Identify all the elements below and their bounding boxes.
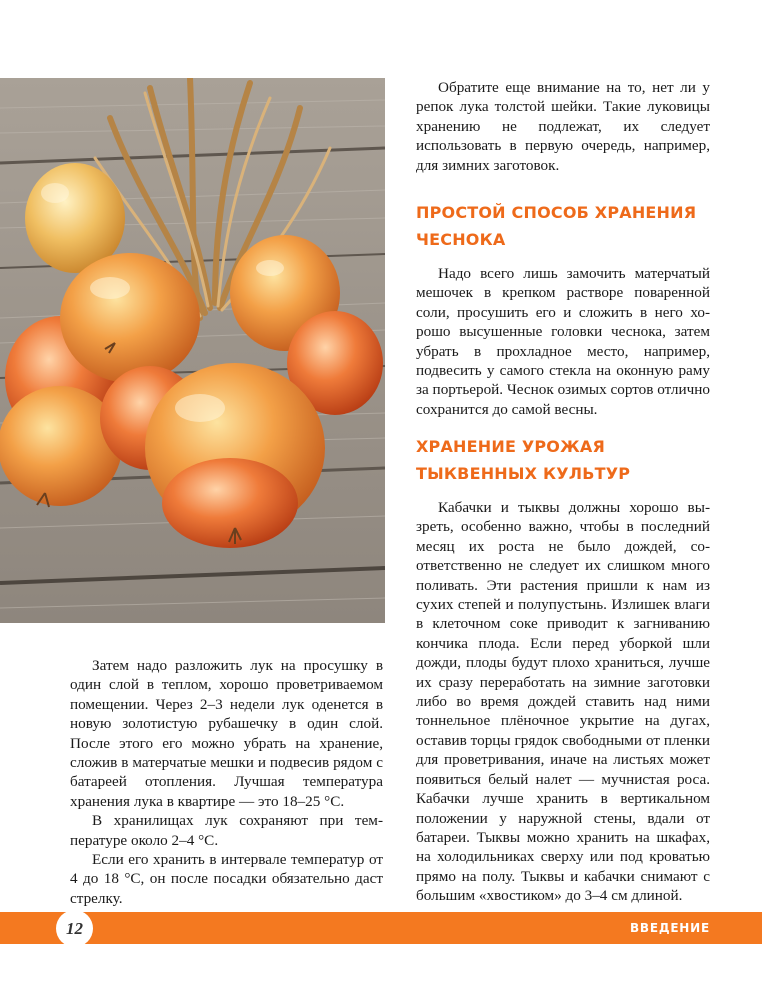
left-paragraph-3: Если его хранить в интервале температур от 4 до 18 °С, он после посадки обязательно даст стрелку. [70,851,383,907]
section-heading-pumpkin: ХРАНЕНИЕ УРОЖАЯ ТЫКВЕННЫХ КУЛЬТУР [416,437,631,483]
page-number: 12 [56,910,93,947]
onion-bunch-photo [0,78,385,623]
section-label: ВВЕДЕНИЕ [629,921,710,935]
right-paragraph-3: Кабачки и тыквы должны хорошо вызреть, особенно важно, чтобы в последний месяц их роста не было дождей, соответственно не следует их слишком много поливать. Эти растения пришли к нам из сухих степей и полупустынь. Излишек влаги в клеточном соке приводит к загниванию кончика плода. Если перед уборкой шли дожди, плоды будут плохо храниться, лучше их сразу переработать на зимние заготовки либо во время дождей ставить над ними тоннельное плёночное укрытие на дугах, оставив торцы грядок свободными от пленки для проветривания, иначе на листьях может появиться белый налет — мучнистая роса. Кабачки лучше хранить в вертикальном положении у наружной стены, вдали от батареи. Тыквы можно хранить на шкафах, на холодильниках сверху или под кроватью прямо на полу. Тыквы и кабачки снимают с большим «хвостиком» до 3–4 см длиной. [416,499,710,905]
right-paragraph-2: Надо всего лишь замочить матерчатый мешочек в крепком растворе поваренной соли, просушить его и сложить в него хорошо высушенные головки чеснока, затем убрать в прохладное место, например, подвесить у самого стекла на оконную раму за портьерой. Чеснок озимых сортов отлично сохранится до самой весны. [416,265,710,418]
left-paragraph-1: Затем надо разложить лук на просушку в один слой в теплом, хорошо проветриваемом помещении. Через 2–3 недели лук оденется в новую золотистую рубашечку в один слой. После этого его можно убрать на хранение, сложив в матерчатые мешки и подвесив рядом с батареей отопления. Лучшая температура хранения лука в квартире — это 18–25 °С. [70,657,383,810]
section-heading-garlic: ПРОСТОЙ СПОСОБ ХРАНЕНИЯ ЧЕСНОКА [416,203,697,249]
right-column-garlic [416,264,710,419]
right-column-pumpkin [416,498,710,906]
left-column-text [70,656,383,908]
left-paragraph-2: В хранилищах лук сохраняют при температуре около 2–4 °С. [70,812,383,849]
right-column-intro [416,78,710,175]
right-paragraph-1: Обратите еще внимание на то, нет ли у репок лука толстой шейки. Такие луковицы хранению не подлежат, их следует использовать в первую очередь, например, для зимних заготовок. [416,79,710,174]
